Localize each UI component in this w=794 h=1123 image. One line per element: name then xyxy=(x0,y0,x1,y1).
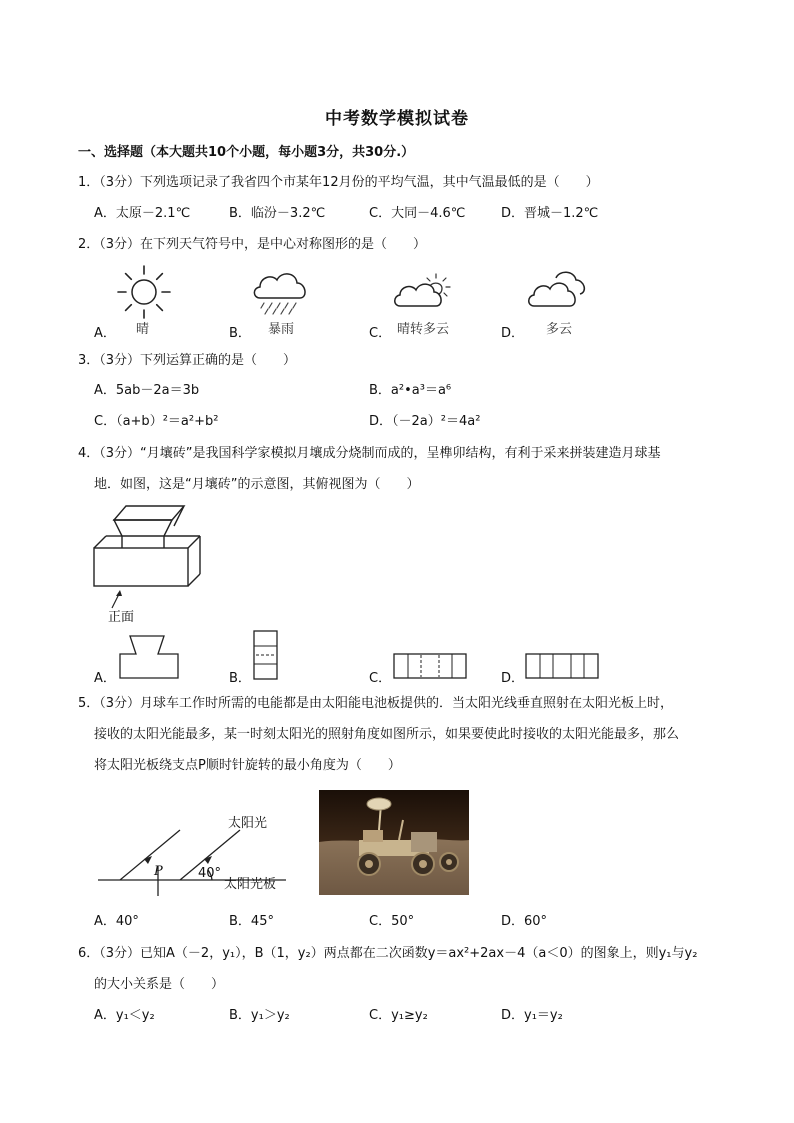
q6-option-d: D．y₁＝y₂ xyxy=(501,1008,563,1023)
q4-label-b: B． xyxy=(229,671,251,686)
q4-option-c-figure xyxy=(393,653,467,679)
sun-icon xyxy=(116,264,172,320)
solar-panel-label: 太阳光板 xyxy=(224,877,277,892)
question-2-stem: 2．（3分）在下列天气符号中，是中心对称图形的是（ ） xyxy=(78,237,427,252)
question-6-stem-line1: 6．（3分）已知A（－2，y₁），B（1，y₂）两点都在二次函数y＝ax²+2ax－4（a＜0）的图象上，则y₁与y₂ xyxy=(78,946,698,961)
q3-option-d: D．（－2a）²＝4a² xyxy=(369,414,481,429)
q5-option-d: D．60° xyxy=(501,914,548,929)
q2-label-c: C． xyxy=(369,326,392,341)
q2-label-a: A． xyxy=(94,326,116,341)
question-6-stem-line2: 的大小关系是（ ） xyxy=(94,977,225,992)
q5-option-b: B．45° xyxy=(229,914,274,929)
moon-brick-figure xyxy=(92,500,207,620)
q3-option-a: A．5ab－2a＝3b xyxy=(94,383,200,398)
question-4-stem-line1: 4．（3分）“月壤砖”是我国科学家模拟月壤成分烧制而成的，呈榫卯结构，有利于采来拼装建造月球基 xyxy=(78,446,661,461)
question-5-stem-line3: 将太阳光板绕支点P顺时针旋转的最小角度为（ ） xyxy=(94,758,401,773)
question-3-stem: 3．（3分）下列运算正确的是（ ） xyxy=(78,353,297,368)
pivot-point-label: P xyxy=(154,864,163,879)
question-5-stem-line2: 接收的太阳光能最多，某一时刻太阳光的照射角度如图所示，如果要使此时接收的太阳光能最多，那么 xyxy=(94,727,680,742)
q4-label-d: D． xyxy=(501,671,525,686)
q1-option-b: B．临汾－3.2℃ xyxy=(229,206,326,221)
q4-option-d-figure xyxy=(525,653,599,679)
q2-caption-c: 晴转多云 xyxy=(397,322,450,337)
q1-option-a: A．太原－2.1℃ xyxy=(94,206,191,221)
front-label: 正面 xyxy=(108,610,135,625)
q5-option-c: C．50° xyxy=(369,914,415,929)
q2-label-b: B． xyxy=(229,326,251,341)
q4-label-a: A． xyxy=(94,671,116,686)
q1-option-d: D．晋城－1.2℃ xyxy=(501,206,599,221)
sunlight-label: 太阳光 xyxy=(228,816,268,831)
page-title: 中考数学模拟试卷 xyxy=(325,109,469,129)
sunny-to-cloudy-icon xyxy=(392,272,454,312)
q2-caption-a: 晴 xyxy=(136,322,150,337)
lunar-rover-photo xyxy=(319,790,469,895)
q5-option-a: A．40° xyxy=(94,914,139,929)
q3-option-b: B．a²•a³＝a⁶ xyxy=(369,383,452,398)
q2-caption-b: 暴雨 xyxy=(268,322,295,337)
q4-option-b-figure xyxy=(253,630,279,680)
q6-option-b: B．y₁＞y₂ xyxy=(229,1008,290,1023)
q2-label-d: D． xyxy=(501,326,525,341)
q4-option-a-figure xyxy=(118,634,180,680)
q4-label-c: C． xyxy=(369,671,392,686)
q6-option-c: C．y₁≥y₂ xyxy=(369,1008,428,1023)
question-1-stem: 1．（3分）下列选项记录了我省四个市某年12月份的平均气温，其中气温最低的是（ ） xyxy=(78,175,599,190)
q1-option-c: C．大同－4.6℃ xyxy=(369,206,466,221)
question-5-stem-line1: 5．（3分）月球车工作时所需的电能都是由太阳能电池板提供的．当太阳光线垂直照射在太阳光板上时， xyxy=(78,696,674,711)
q6-option-a: A．y₁＜y₂ xyxy=(94,1008,155,1023)
section-heading: 一、选择题（本大题共10个小题，每小题3分，共30分.） xyxy=(78,145,415,160)
rainstorm-icon xyxy=(250,268,312,316)
question-4-stem-line2: 地．如图，这是“月壤砖”的示意图，其俯视图为（ ） xyxy=(94,477,420,492)
cloudy-icon xyxy=(526,268,594,310)
q2-caption-d: 多云 xyxy=(546,322,573,337)
q3-option-c: C．（a+b）²＝a²+b² xyxy=(94,414,219,429)
angle-label: 40° xyxy=(198,866,222,881)
